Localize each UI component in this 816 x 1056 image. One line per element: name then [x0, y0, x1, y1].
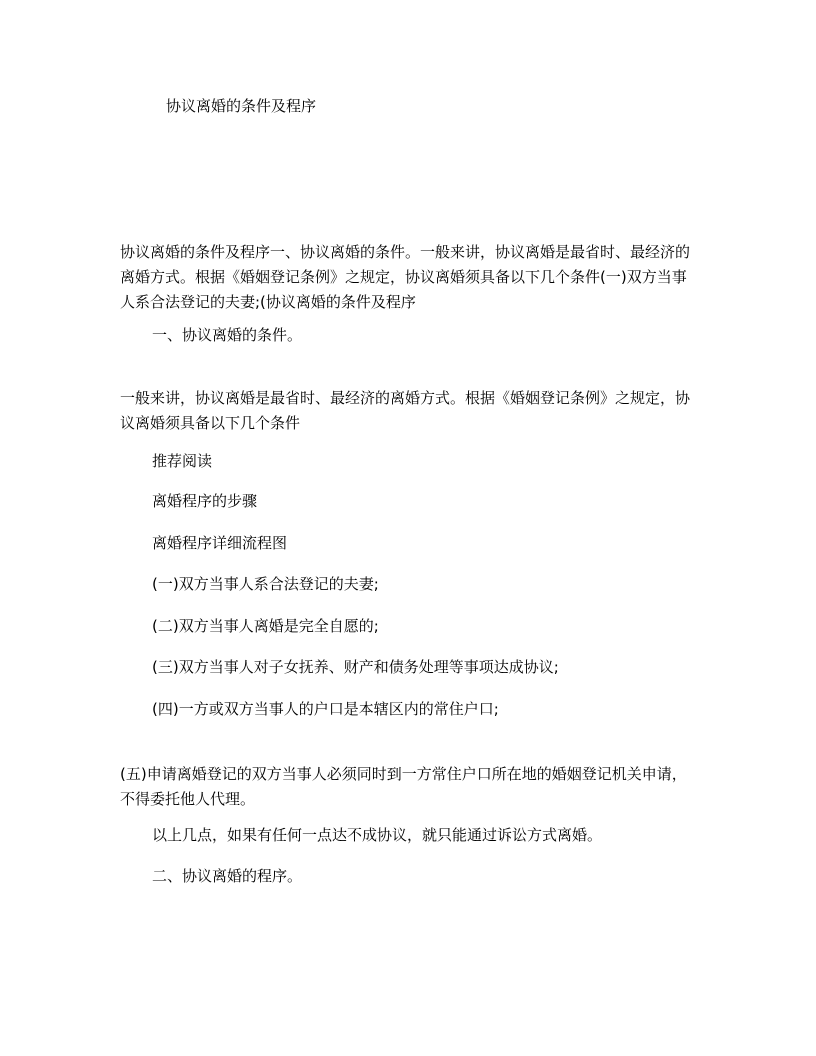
intro-paragraph: 协议离婚的条件及程序一、协议离婚的条件。一般来讲，协议离婚是最省时、最经济的离婚方式。根据《婚姻登记条例》之规定，协议离婚须具备以下几个条件(一)双方当事人系合法登记的夫妻;(协议离婚的条件及程序 — [120, 243, 691, 311]
condition-item-5: (五)申请离婚登记的双方当事人必须同时到一方常住户口所在地的婚姻登记机关申请，不得委托他人代理。 — [120, 765, 687, 808]
section-1-heading: 一、协议离婚的条件。 — [152, 326, 303, 344]
condition-item-2: (二)双方当事人离婚是完全自愿的; — [152, 617, 379, 635]
recommended-link-divorce-steps[interactable]: 离婚程序的步骤 — [152, 492, 258, 510]
recommended-link-divorce-flowchart[interactable]: 离婚程序详细流程图 — [152, 534, 288, 552]
document-title: 协议离婚的条件及程序 — [166, 97, 317, 115]
conditions-intro-paragraph: 一般来讲，协议离婚是最省时、最经济的离婚方式。根据《婚姻登记条例》之规定，协议离婚须具备以下几个条件 — [120, 389, 691, 432]
condition-item-3: (三)双方当事人对子女抚养、财产和债务处理等事项达成协议; — [152, 658, 559, 676]
condition-item-1: (一)双方当事人系合法登记的夫妻; — [152, 575, 379, 593]
recommended-reading-label: 推荐阅读 — [152, 452, 213, 470]
litigation-note: 以上几点，如果有任何一点达不成协议，就只能通过诉讼方式离婚。 — [152, 826, 603, 844]
condition-item-4: (四)一方或双方当事人的户口是本辖区内的常住户口; — [152, 700, 499, 718]
section-2-heading: 二、协议离婚的程序。 — [152, 867, 303, 885]
